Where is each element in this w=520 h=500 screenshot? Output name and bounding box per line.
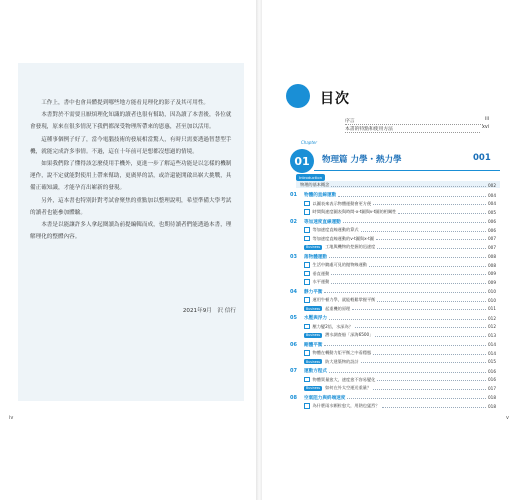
toc-entry-label: 潛水調查船「深海6500」 [325, 332, 374, 337]
toc-entry-page: 010 [488, 289, 496, 294]
leader-dots [373, 387, 486, 390]
toc-entry-page: 014 [488, 342, 496, 347]
front-matter-label: 序言 [345, 117, 483, 125]
front-matter-page: iii [485, 117, 489, 122]
toc-entry-label: 為什麼雨水顆粒愈大，用熱也猛烈？ [312, 403, 380, 408]
toc-section-row[interactable] [290, 219, 496, 225]
leader-dots [347, 396, 486, 399]
toc-entry-page: 014 [488, 350, 496, 356]
leader-dots [331, 272, 486, 275]
toc-title-circle-icon [286, 84, 310, 108]
toc-subsection-row[interactable] [304, 209, 496, 215]
preface-paragraph: 工作上，書中也會具體提到哪些地方能看見理化的影子及其可用性。 [41, 100, 210, 106]
toc-section-number: 07 [290, 368, 297, 374]
checkbox-bullet-icon [304, 262, 310, 268]
preface-paragraph: 另外，這本書也特別針對考試會聚焦的重點加以整理說明，希望準備大學考試的讀者也能參加體驗。 [30, 197, 232, 216]
toc-entry-page: 015 [488, 359, 496, 364]
toc-entry-label: 落物體運動 [304, 254, 327, 260]
preface-paragraph: 本書對於不需要且厭煩理化知識的讀者也很有幫助，因為讀了本書後，各位就會發現，原來在很多情況下我們都深受物理所帶來的恩惠，甚至加以活用。 [30, 112, 232, 131]
toc-subsection-row[interactable] [304, 262, 496, 268]
front-matter-label: 本書的特點和使用方法 [345, 125, 480, 133]
toc-business-row[interactable] [304, 385, 496, 391]
toc-entry-page: 009 [488, 279, 496, 285]
toc-entry-page: 002 [488, 182, 496, 188]
business-tag: Business [306, 359, 321, 364]
toc-entry-page: 013 [488, 332, 496, 338]
toc-business-row[interactable] [304, 244, 496, 250]
leader-dots [377, 378, 486, 381]
toc-entry-page: 006 [488, 227, 496, 233]
checkbox-bullet-icon [304, 236, 310, 242]
toc-subsection-row[interactable] [304, 403, 496, 409]
toc-entry-label: 如何在外太空運送重量？ [325, 385, 372, 390]
business-tag: Business [306, 306, 321, 311]
toc-section-number: 06 [290, 341, 297, 348]
toc-entry-label: 以圖表來表示物體運動會更方便 [312, 200, 372, 206]
toc-entry-label: 工地與機物的挖掘的迅速度 [325, 244, 376, 249]
business-tag: Business [306, 386, 321, 390]
toc-entry-page: 018 [488, 395, 496, 400]
checkbox-bullet-icon [304, 209, 310, 215]
toc-entry-label: 物體質量愈大，速度愈不容易變化 [312, 376, 376, 382]
toc-subsection-row[interactable] [304, 350, 496, 356]
toc-entry-label: 防大建築物的設計 [325, 358, 359, 364]
toc-entry-basic[interactable] [300, 182, 496, 188]
leader-dots [376, 237, 486, 240]
page-number-right: v [506, 415, 509, 421]
toc-section-row[interactable] [290, 342, 496, 348]
toc-section-number: 04 [290, 288, 297, 295]
toc-entry-page: 016 [488, 368, 496, 374]
toc-section-row[interactable] [290, 315, 496, 321]
toc-entry-label: 運用牛頓力學，就能輕鬆掌握平衡 [312, 297, 376, 302]
leader-dots [361, 229, 486, 232]
toc-section-row[interactable] [290, 395, 496, 401]
toc-entry-label: 時間與速度圖表與時間-x-t圖與v-t圖的相關性 [312, 209, 397, 214]
toc-section-row[interactable] [290, 254, 496, 260]
leader-dots [329, 317, 486, 320]
toc-business-row[interactable] [304, 332, 496, 338]
toc-entry-page: 007 [488, 236, 496, 241]
toc-subsection-row[interactable] [304, 271, 496, 277]
toc-entry-label: 水平運動 [312, 279, 330, 284]
left-page [0, 0, 258, 500]
toc-subsection-row[interactable] [304, 297, 496, 303]
checkbox-bullet-icon [304, 201, 310, 207]
leader-dots [331, 281, 486, 284]
preface-text [30, 97, 234, 243]
toc-entry-label: 剛體平衡 [304, 342, 323, 348]
checkbox-bullet-icon [304, 377, 310, 383]
chapter-divider [314, 170, 500, 171]
toc-entry-label: 起重機的原理 [325, 305, 351, 311]
toc-subsection-row[interactable] [304, 279, 496, 285]
toc-subsection-row[interactable] [304, 236, 496, 242]
toc-section-number: 03 [290, 253, 297, 260]
toc-entry-page: 018 [488, 403, 496, 409]
toc-entry-label: 垂直運動 [312, 270, 330, 276]
chapter-page: 001 [473, 153, 491, 163]
leader-dots [375, 334, 486, 337]
preface-paragraph: 這種事個例子好了，當今電腦技術的發展相當驚人，有時只需要透過智慧型手機，就能完成許多事情。不過，這在十年前可是想都沒想過的情境。 [30, 136, 232, 155]
checkbox-bullet-icon [304, 297, 310, 303]
leader-dots [382, 405, 486, 408]
introduction-tag: Introduction [296, 174, 325, 181]
leader-dots [338, 194, 486, 197]
front-matter-row[interactable] [345, 125, 489, 133]
toc-title: 目次 [320, 91, 350, 107]
leader-dots [355, 325, 486, 328]
chapter-number: 01 [294, 154, 310, 168]
toc-section-number: 02 [290, 218, 297, 225]
checkbox-bullet-icon [304, 271, 310, 277]
leader-dots [329, 255, 486, 258]
business-tag: Business [306, 333, 321, 337]
toc-entry-page: 008 [488, 254, 496, 259]
toc-subsection-row[interactable] [304, 201, 496, 207]
toc-entry-label: 物理的基本概念 [300, 182, 330, 187]
leader-dots [329, 370, 486, 373]
toc-entry-page: 011 [488, 306, 496, 311]
preface-paragraph: 本書是以能讓許多人拿起閱讀為前提編輯而成，也期待讀者們能透過本書，理解理化的整體內容。 [30, 222, 232, 241]
leader-dots [352, 307, 486, 310]
right-page [262, 0, 520, 500]
preface-signature: 2021年9月 沢 信行 [182, 308, 236, 314]
toc-subsection-row[interactable] [304, 377, 496, 383]
toc-section-number: 01 [290, 192, 297, 198]
leader-dots [377, 246, 486, 249]
toc-entry-label: 物體在轉動力矩平衡之中看穩態 [312, 350, 372, 355]
toc-entry-label: 水壓與浮力 [304, 316, 327, 321]
toc-entry-label: 等加速度直線運動 [304, 219, 341, 225]
leader-dots [398, 211, 486, 214]
checkbox-bullet-icon [304, 403, 310, 409]
chapter-number-badge [290, 149, 314, 173]
toc-entry-page: 007 [488, 244, 496, 250]
toc-entry-page: 004 [488, 201, 496, 206]
leader-dots [324, 343, 486, 346]
toc-entry-label: 運動方程式 [304, 369, 327, 374]
page-number-left: iv [9, 415, 14, 421]
toc-entry-label: 等加速度直線運動的算式 [312, 227, 359, 232]
toc-business-row[interactable] [304, 306, 496, 312]
toc-entry-page: 016 [488, 377, 496, 382]
checkbox-bullet-icon [304, 279, 310, 285]
toc-business-row[interactable] [304, 359, 496, 365]
toc-entry-label: 物體的直線運動 [304, 193, 337, 198]
leader-dots [369, 264, 486, 267]
business-tag: Business [306, 245, 321, 249]
toc-entry-page: 004 [488, 192, 496, 198]
toc-entry-page: 008 [488, 262, 496, 268]
leader-dots [377, 299, 486, 302]
leader-dots [361, 360, 486, 363]
toc-entry-page: 006 [488, 219, 496, 224]
chapter-title[interactable]: 物理篇 力學・熱力學 [322, 155, 402, 165]
toc-entry-label: 生活中隨處可見的拋物線運動 [312, 262, 367, 267]
toc-entry-label: 空氣阻力與終端速度 [304, 395, 346, 401]
checkbox-bullet-icon [304, 227, 310, 233]
toc-entry-label: 靜力平衡 [304, 289, 323, 295]
leader-dots [343, 220, 486, 223]
toc-subsection-row[interactable] [304, 324, 496, 330]
checkbox-bullet-icon [304, 350, 310, 356]
toc-entry-page: 012 [488, 324, 496, 329]
toc-entry-page: 009 [488, 271, 496, 276]
toc-entry-page: 012 [488, 315, 496, 321]
front-matter-page: xvi [481, 125, 489, 130]
toc-section-number: 08 [290, 394, 297, 401]
toc-entry-label: 壓力變2倍，水深為？ [312, 323, 353, 329]
toc-section-row[interactable] [290, 192, 496, 198]
toc-section-row[interactable] [290, 368, 496, 374]
leader-dots [373, 202, 486, 205]
toc-entry-page: 017 [488, 385, 496, 391]
leader-dots [324, 290, 486, 293]
checkbox-bullet-icon [304, 324, 310, 330]
toc-section-row[interactable] [290, 289, 496, 295]
chapter-word: Chapter [301, 140, 317, 145]
toc-entry-page: 010 [488, 297, 496, 303]
front-matter-row[interactable] [345, 117, 489, 125]
toc-subsection-row[interactable] [304, 227, 496, 233]
toc-entry-label: 等加速度直線運動的v-t圖與x-t圖 [312, 235, 374, 241]
leader-dots [373, 352, 486, 355]
toc-section-number: 05 [290, 315, 297, 321]
toc-entry-page: 005 [488, 209, 496, 215]
leader-dots [331, 184, 486, 187]
preface-paragraph: 如果我們除了懂得該怎麼使用手機外，更進一步了解這些功能是以怎樣的機制運作，說不定就能對使用上帶來幫助，更廣界的話，或許還能開啟出嶄大挑戰，具備正確知識，才能孕育出嶄新的發現。 [30, 161, 232, 192]
